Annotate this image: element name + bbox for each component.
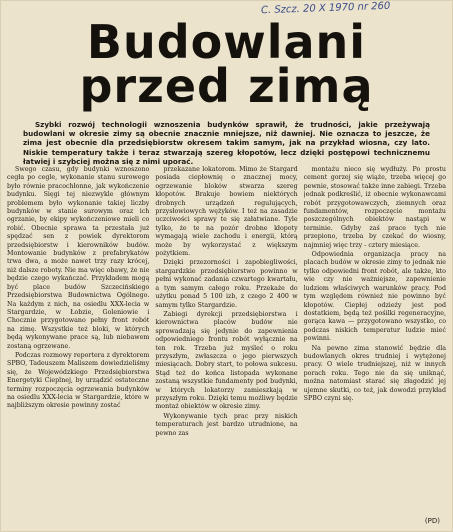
lead-paragraph: Szybki rozwój technologii wznoszenia budynków sprawił, że trudności, jakie przeżywają budowlani w okresie zimy są obecnie znacznie mniejsze, niż dawniej. Nie oznacza to jeszcze, że zima jest obecnie dla przedsiębiorstw okresem takim samym, jak na przykład wiosna, czy lato. Niskie temperatury także i teraz stwarzają szereg kłopotów, lecz dzięki postępowi technicznemu łatwiej i szybciej można się z nimi uporać. bbox=[23, 120, 430, 166]
paragraph: Odpowiednia organizacja pracy na placach budów w okresie zimy to jednak nie tylko odpowiedni front robót, ale także, kto wie czy nie ważniejsze, zapewnienie ludziom właściwych warunków pracy. Pod tym względem również nie powinno być kłopotów. Ciepłej odzieży jest pod dostatkiem, będą też pośilki regeneracyjne, gorąca kawa — przygotowano wszystko, co podczas niskich temperatur ludzie mieć powinni. bbox=[303, 251, 446, 343]
article-column-1 bbox=[7, 166, 149, 525]
paragraph: Na pewno zima stanowić będzie dla budowlanych okres trudniej i wytężonej pracy. O wiele trudniejszej, niż w innych porach roku. Tego nie da się uniknąć, można natomiast starać się złagodzić jej ujemne skutki, co też, jak dowodzi przykład SPBO czyni się. bbox=[303, 344, 446, 402]
paragraph: Dzięki przezorności i zapobiegliwości, stargardzkie przedsiębiorstwo powinno w pełni wykonać zadania czwartego kwartału, a tym samym całego roku. Przekaże do użytku ponad 5 100 izb, z czego 2 400 w samym tylko Stargardzie. bbox=[155, 259, 298, 309]
author-signature: (PD) bbox=[424, 517, 440, 525]
article-column-3 bbox=[304, 166, 446, 525]
headline-line-1: Budowlani bbox=[86, 15, 367, 69]
headline-line-2: przed zimą bbox=[79, 59, 374, 113]
paragraph: Zabiegi dyrekcji przedsiębiorstwa i kierownictwa placów budów nie sprowadzają się jedynie do zapewnienia odpowiedniego frontu robót wyłącznie na ten rok. Trzeba już myśleć o roku przyszłym, zwłaszcza o jego pierwszych miesiącach. Dobry start, to połowa sukcesu. Stąd też do końca listopada wykonane zostaną wszystkie fundamenty pod budynki, w których lokatorzy zamieszkają w przyszłym roku. Dzięki temu możliwy będzie montaż obiektów w okresie zimy. bbox=[155, 310, 298, 411]
handwritten-annotation: C. Szcz. 20 X 1970 nr 260 bbox=[260, 0, 391, 17]
paragraph: montażu nieco się wydłuży. Po prostu cement gorzej się wiąże, trzeba więcej go pewnie, stosować także inne zabiegi. Trzeba jednak podkreślić, iż obecnie wykonawcami robót przygotowawczych, ziemnych oraz fundamentów, rozpoczęcie montażu poszczególnych obiektów nastąpi w terminie. Gdyby zaś prace tych nie przepiono, trzeba by czekać do wiosny, najmniej więc trzy - cztery miesiące. bbox=[303, 166, 446, 249]
paragraph: Podczas rozmowy reportera z dyrektorem SPBO, Tadeuszem Maliszem dowiedzieliśmy się, że Wojewódzkiego Przedsiębiorstwa Energetyki Cieplnej, by urządzić ostateczne terminy rozpoczęcia ogrzewania budynków na osiedlu XXX-lecia w Stargardzie, które w najbliższym okresie powinny zostać bbox=[7, 351, 150, 410]
paragraph: Swego czasu, gdy budynki wznoszono cegła po cegle, wykonanie stanu surowego było równie pracochłonne, jak wykończenie budynku. Sięgi tej niezwykle głównym problemem było wykonanie takiej liczby budynków w stanie surowym oraz ich ogrzanie, by ekipy wykończeniowe mieli co robić. Obecnie sprawa ta przestała już spędzać sen z powiek dyrektorom przedsiębiorstw i kierowników budów. Montowanie budynków z prefabrykatów trwa dwa, a może nawet trzy razy krócej, niż dalsze roboty. Nie ma więc obawy, że nie będzie czego wykańczać. Przykładem mogą być place budów Szczecińskiego Przedsiębiorstwa Budownictwa Ogólnego. Na każdym z nich, na osiedlu XXX-lecia w Stargardzie, w Łobzie, Goleniowie i Chocznie przygotowano pełny front robót na zimę. Wszystkie też bloki, w których będą wykonywane prace są, lub niebawem zostaną ogrzewane. bbox=[7, 166, 150, 350]
paragraph: przekazane lokatorom. Mimo że Stargard posiada ciepłownię o znacznej mocy, ogrzewanie bloków stwarza szereg kłopotów. Brakuje bowiem niektórych drobnych urządzeń regulujących, przysłowiowych wężyków. I też na zasadzie uczciwości sprawy te się załatwiane. Tyle tylko, że te na pozór drobne kłopoty wymagają wiele zachodu i energii, którą może by wykorzystać z większym pożytkiem. bbox=[155, 166, 298, 258]
article-column-2 bbox=[155, 166, 297, 525]
paragraph: Wykonywanie tych prac przy niskich temperaturach jest bardzo utrudnione, na pewno zas bbox=[155, 412, 298, 437]
article-columns bbox=[7, 166, 446, 525]
